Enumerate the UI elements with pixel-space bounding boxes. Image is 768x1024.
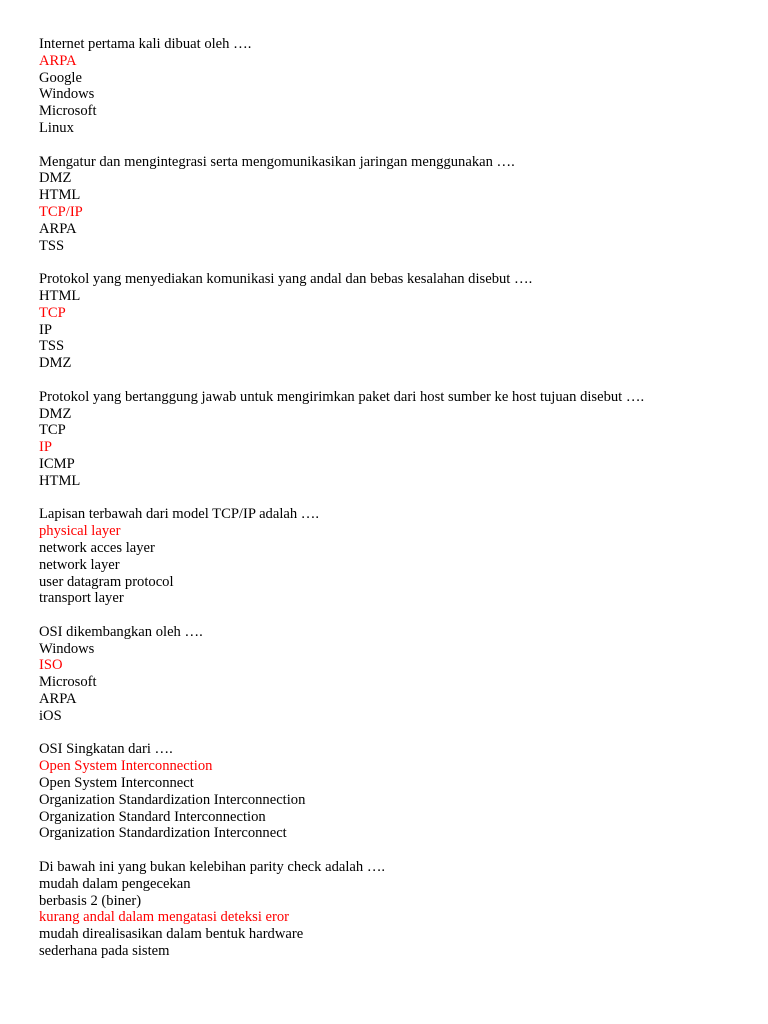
question-block-5 xyxy=(39,506,739,607)
question-text: Protokol yang menyediakan komunikasi yang andal dan bebas kesalahan disebut …. xyxy=(39,271,533,288)
question-block-4 xyxy=(39,389,739,490)
answer-option: Organization Standardization Interconnect xyxy=(39,825,287,842)
question-block-8 xyxy=(39,859,739,960)
answer-option: TSS xyxy=(39,237,65,254)
answer-option: DMZ xyxy=(39,355,72,372)
answer-option: Linux xyxy=(39,119,74,136)
answer-option: TCP xyxy=(39,304,66,321)
question-text: Protokol yang bertanggung jawab untuk mengirimkan paket dari host sumber ke host tujuan disebut …. xyxy=(39,388,645,405)
question-text: OSI Singkatan dari …. xyxy=(39,741,173,758)
question-block-2 xyxy=(39,154,739,255)
answer-option: Open System Interconnect xyxy=(39,775,194,792)
answer-option: ARPA xyxy=(39,220,77,237)
answer-option: Windows xyxy=(39,640,95,657)
question-text: Lapisan terbawah dari model TCP/IP adalah …. xyxy=(39,506,320,523)
answer-option: iOS xyxy=(39,707,62,724)
answer-option: TCP/IP xyxy=(39,203,83,220)
answer-option: berbasis 2 (biner) xyxy=(39,892,142,909)
answer-option: ISO xyxy=(39,657,63,674)
answer-option: DMZ xyxy=(39,170,72,187)
answer-option: Organization Standardization Interconnection xyxy=(39,791,306,808)
question-block-3 xyxy=(39,271,739,372)
answer-option: transport layer xyxy=(39,590,124,607)
answer-option: Microsoft xyxy=(39,674,97,691)
answer-option: network layer xyxy=(39,556,120,573)
answer-option: network acces layer xyxy=(39,539,155,556)
answer-option: kurang andal dalam mengatasi deteksi eror xyxy=(39,909,290,926)
answer-option: Organization Standard Interconnection xyxy=(39,808,266,825)
answer-option: sederhana pada sistem xyxy=(39,943,170,960)
question-block-6 xyxy=(39,624,739,725)
answer-option: DMZ xyxy=(39,405,72,422)
answer-option: HTML xyxy=(39,187,81,204)
answer-option: Open System Interconnection xyxy=(39,758,213,775)
answer-option: Microsoft xyxy=(39,103,97,120)
answer-option: user datagram protocol xyxy=(39,573,174,590)
answer-option: physical layer xyxy=(39,523,121,540)
answer-option: mudah direalisasikan dalam bentuk hardware xyxy=(39,926,304,943)
question-text: Mengatur dan mengintegrasi serta mengomunikasikan jaringan menggunakan …. xyxy=(39,153,515,170)
answer-option: IP xyxy=(39,439,52,456)
answer-option: ARPA xyxy=(39,52,77,69)
answer-option: TSS xyxy=(39,338,65,355)
question-block-7 xyxy=(39,741,739,842)
answer-option: ARPA xyxy=(39,691,77,708)
question-text: OSI dikembangkan oleh …. xyxy=(39,623,203,640)
answer-option: Windows xyxy=(39,86,95,103)
question-text: Di bawah ini yang bukan kelebihan parity check adalah …. xyxy=(39,859,386,876)
answer-option: mudah dalam pengecekan xyxy=(39,875,191,892)
answer-option: TCP xyxy=(39,422,66,439)
answer-option: ICMP xyxy=(39,455,75,472)
question-text: Internet pertama kali dibuat oleh …. xyxy=(39,36,252,52)
answer-option: Google xyxy=(39,69,82,86)
answer-option: HTML xyxy=(39,472,81,489)
answer-option: IP xyxy=(39,321,52,338)
question-block-1 xyxy=(39,36,739,137)
document-page xyxy=(39,36,739,977)
answer-option: HTML xyxy=(39,287,81,304)
